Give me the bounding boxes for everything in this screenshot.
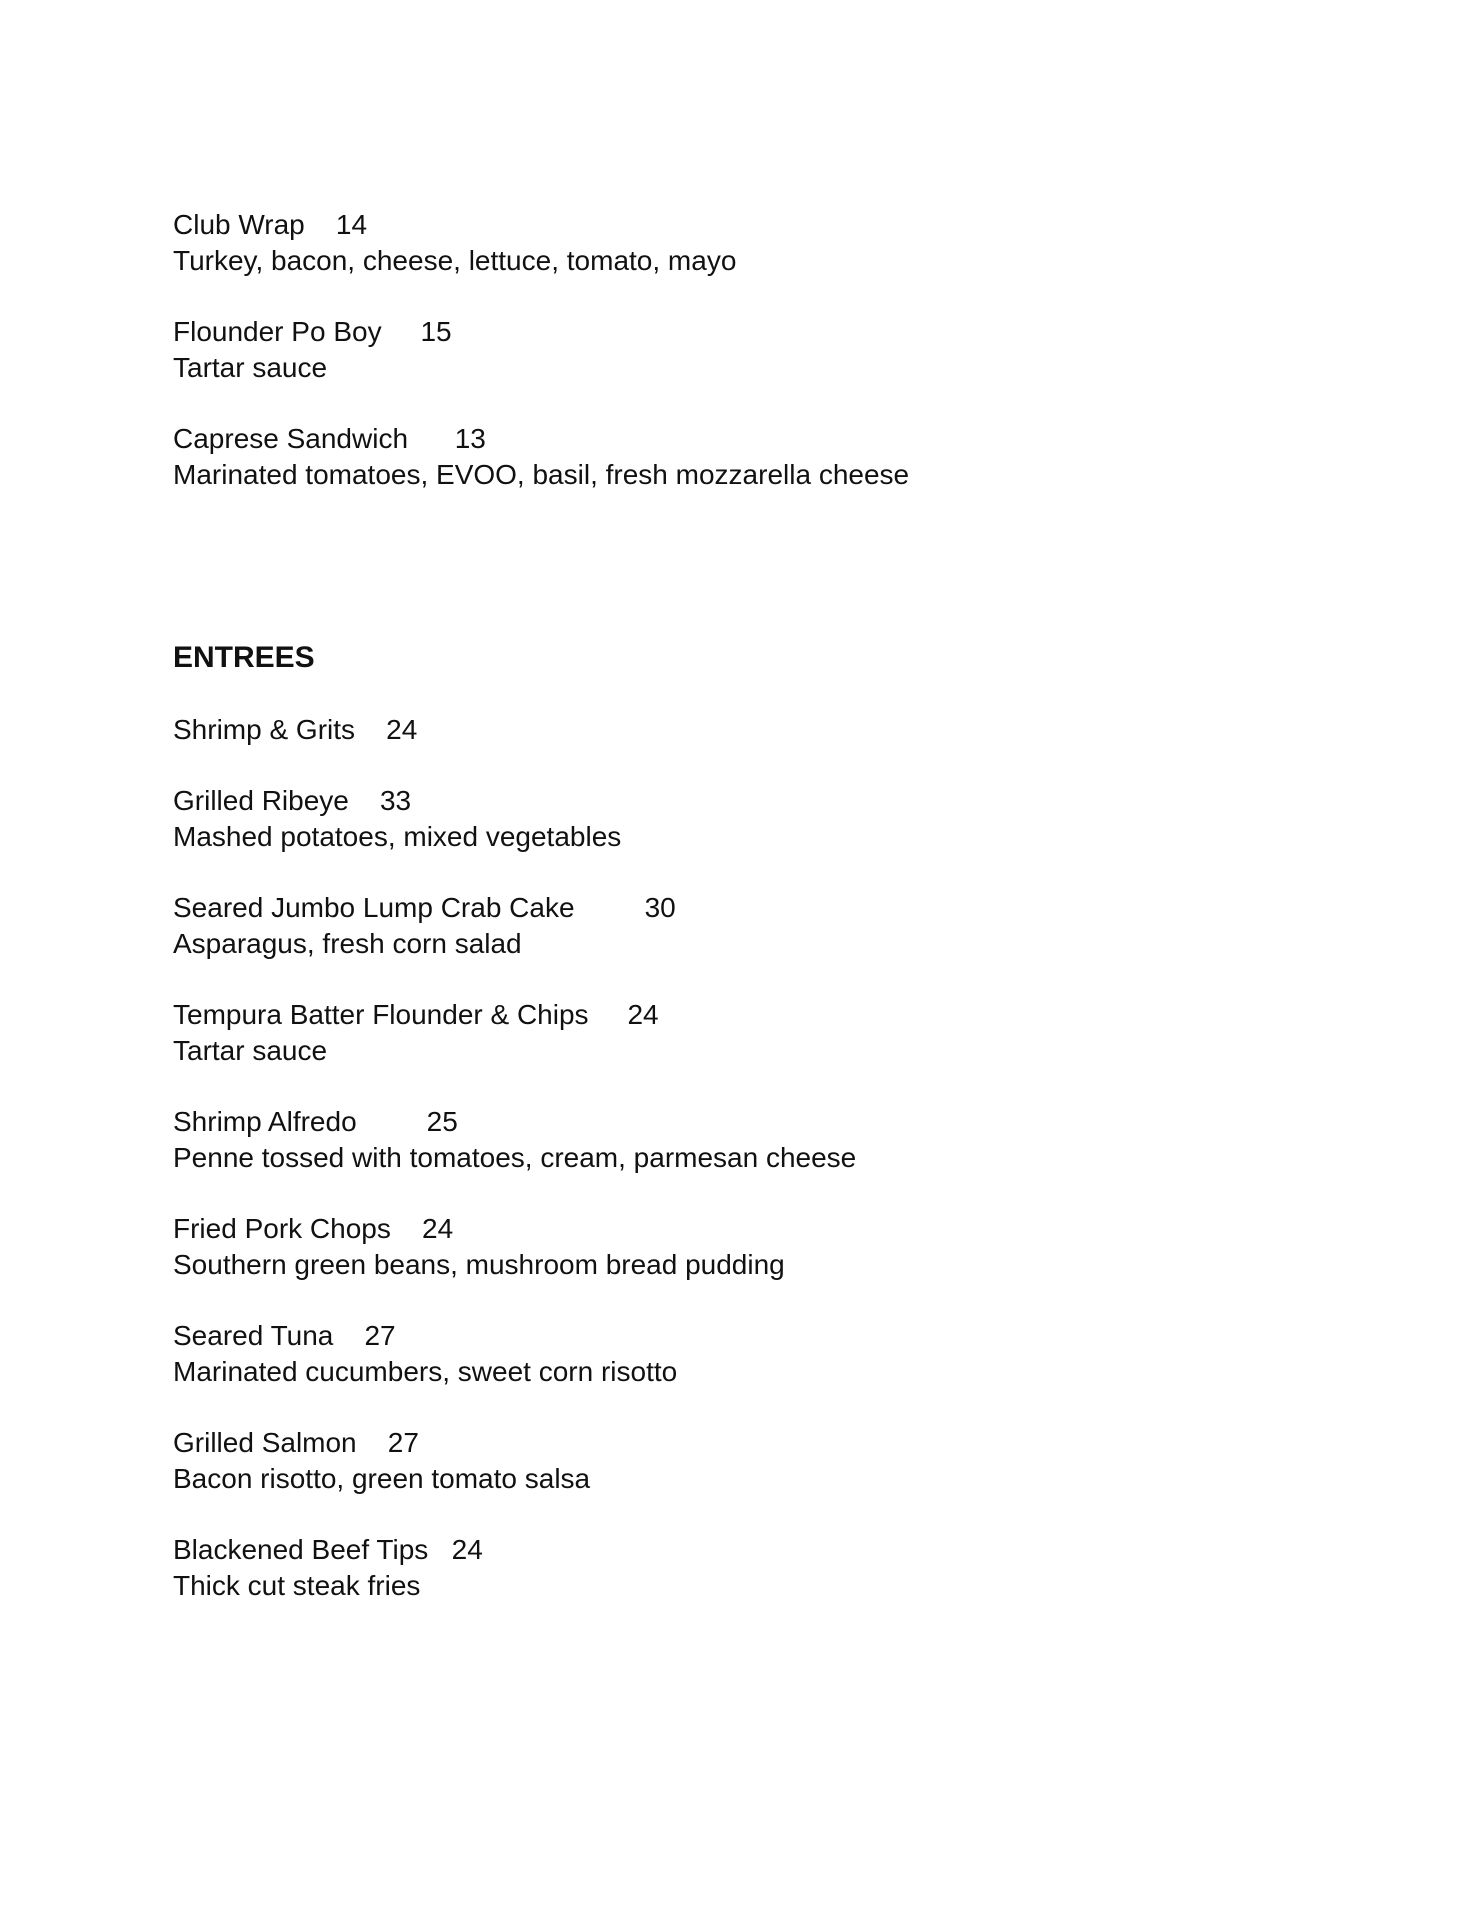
menu-item-price: 25 (426, 1106, 458, 1137)
menu-item (173, 1211, 1384, 1282)
menu-item-gap (305, 209, 336, 240)
menu-item-description: Southern green beans, mushroom bread pudding (173, 1248, 785, 1280)
menu-item-title-line (173, 890, 1384, 926)
menu-item-price: 15 (420, 316, 452, 347)
menu-item-gap (357, 1427, 388, 1458)
menu-item-price: 24 (451, 1534, 483, 1565)
menu-item-price: 24 (386, 713, 418, 745)
menu-item-description: Tartar sauce (173, 1034, 328, 1066)
menu-item (173, 1318, 1384, 1389)
menu-item (173, 421, 1384, 492)
menu-item-price: 27 (364, 1320, 396, 1351)
menu-item-title-line (173, 1425, 1384, 1461)
menu-item-gap (357, 1106, 427, 1137)
menu-item-gap (589, 999, 628, 1030)
menu-item-price: 14 (335, 209, 368, 240)
menu-item-title-line (173, 1318, 1384, 1354)
menu-item-title-line (173, 783, 1384, 819)
menu-item-gap (382, 316, 421, 347)
menu-item-title-line (173, 314, 1384, 350)
menu-item-name: Grilled Salmon (173, 1427, 357, 1458)
menu-item (173, 1425, 1384, 1496)
menu-item-price: 33 (379, 785, 412, 816)
menu-item-title-line (173, 1532, 1384, 1568)
menu-item (173, 890, 1384, 961)
menu-item-title-line (173, 207, 1384, 243)
menu-item (173, 1532, 1384, 1603)
menu-item-name: Grilled Ribeye (173, 785, 349, 816)
menu-item-gap (355, 714, 386, 745)
menu-item-name: Shrimp & Grits (173, 713, 356, 745)
menu-item-description: Turkey, bacon, cheese, lettuce, tomato, mayo (173, 244, 737, 276)
menu-item-name: Caprese Sandwich (173, 423, 409, 454)
menu-item-name: Shrimp Alfredo (173, 1106, 357, 1137)
menu-item-gap (333, 1320, 364, 1351)
menu-item-description: Thick cut steak fries (173, 1569, 421, 1601)
menu-item-description: Marinated tomatoes, EVOO, basil, fresh mozzarella cheese (173, 458, 910, 490)
menu-item-description: Mashed potatoes, mixed vegetables (173, 820, 622, 852)
menu-item (173, 997, 1384, 1068)
menu-item-price: 24 (627, 999, 659, 1030)
menu-item (173, 1104, 1384, 1175)
menu-item-price: 13 (454, 423, 486, 454)
menu-item-title-line (173, 1211, 1384, 1247)
menu-item (173, 314, 1384, 385)
menu-item-name: Tempura Batter Flounder & Chips (173, 999, 589, 1030)
menu-item-name: Blackened Beef Tips (173, 1534, 429, 1565)
menu-item-name: Fried Pork Chops (173, 1213, 391, 1244)
menu-item (173, 207, 1384, 278)
menu-item-title-line (173, 997, 1384, 1033)
menu-item-title-line (173, 421, 1384, 457)
menu-item-description: Marinated cucumbers, sweet corn risotto (173, 1355, 678, 1387)
menu-item-gap (408, 423, 455, 454)
menu-item-description: Tartar sauce (173, 351, 328, 383)
menu-item-name: Seared Tuna (173, 1320, 334, 1351)
menu-content (173, 207, 1384, 1603)
menu-item-description: Asparagus, fresh corn salad (173, 927, 522, 959)
menu-item-gap (575, 892, 645, 923)
menu-item (173, 783, 1384, 854)
menu-item-title-line (173, 712, 1384, 748)
menu-item-price: 24 (422, 1213, 454, 1244)
menu-item-description: Bacon risotto, green tomato salsa (173, 1462, 591, 1494)
menu-item-name: Flounder Po Boy (173, 316, 382, 347)
menu-item-title-line (173, 1104, 1384, 1140)
menu-item-price: 30 (644, 892, 676, 923)
menu-item-gap (391, 1213, 422, 1244)
menu-item-price: 27 (387, 1427, 419, 1458)
menu-item-gap (349, 785, 380, 816)
menu-item-gap (428, 1534, 451, 1565)
menu-item-name: Club Wrap (173, 209, 305, 240)
menu-item-description: Penne tossed with tomatoes, cream, parmesan cheese (173, 1141, 857, 1173)
menu-item-name: Seared Jumbo Lump Crab Cake (173, 892, 575, 923)
menu-item (173, 712, 1384, 748)
menu-section-heading: ENTREES (173, 641, 315, 674)
